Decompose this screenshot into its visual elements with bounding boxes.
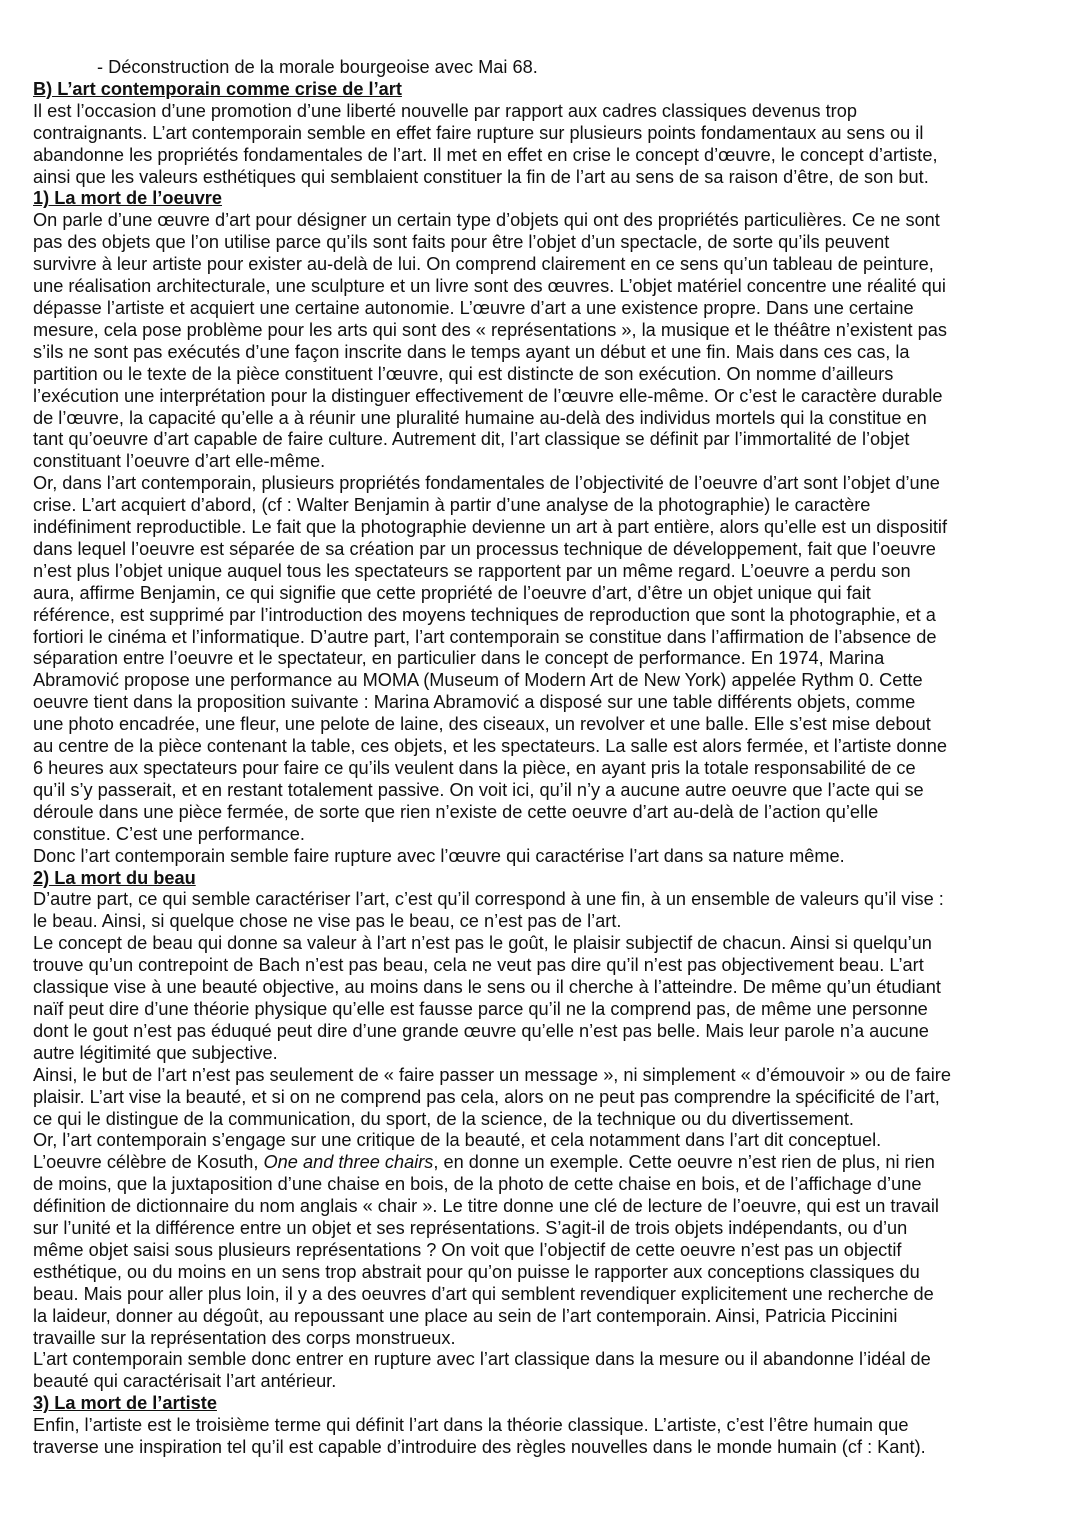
text-line: indéfiniment reproductible. Le fait que la photographie devienne un art à part entière, alors qu’elle est un dispositif (33, 517, 948, 538)
text-line: crise. L’art acquiert d’abord, (cf : Walter Benjamin à partir d’une analyse de la photographie) le caractère (33, 495, 871, 516)
paragraph (33, 889, 1063, 1393)
text-line: l’exécution une interprétation pour la distinguer effectivement de l’œuvre elle-même. Or c’est le caractère durable (33, 385, 943, 406)
text-line: n’est plus l’objet unique auquel tous les spectateurs se rapportent par un même regard. L’oeuvre a perdu son (33, 560, 911, 581)
text-line: beauté qui caractérisait l’art antérieur. (33, 1371, 337, 1392)
text-line: le beau. Ainsi, si quelque chose ne vise pas le beau, ce n’est pas de l’art. (33, 911, 622, 932)
text-line: 1) La mort de l’oeuvre (33, 188, 222, 209)
text-line: abandonne les propriétés fondamentales de l’art. Il met en effet en crise le concept d’œuvre, le concept d’artiste, (33, 144, 938, 165)
text-line: s’ils ne sont pas exécutés d’une façon inscrite dans le temps ayant un début et une fin. Mais dans ces cas, la (33, 341, 910, 362)
text-line: dépasse l’artiste et acquiert une certaine autonomie. L’œuvre d’art a une existence propre. Dans une certaine (33, 297, 914, 318)
text-line: Or, l’art contemporain s’engage sur une critique de la beauté, et cela notamment dans l’art dit conceptuel. (33, 1130, 882, 1151)
document-page (33, 57, 1063, 1459)
paragraph (33, 101, 1063, 189)
text-line: Il est l’occasion d’une promotion d’une liberté nouvelle par rapport aux cadres classiques devenus trop (33, 100, 857, 121)
text-line: sur l’unité et la différence entre un objet et ses représentations. S’agit-il de trois objets indépendants, ou d’un (33, 1218, 908, 1239)
text-line: 3) La mort de l’artiste (33, 1393, 217, 1414)
text-line: Donc l’art contemporain semble faire rupture avec l’œuvre qui caractérise l’art dans sa nature même. (33, 845, 845, 866)
text-line: une réalisation architecturale, une sculpture et un livre sont des œuvres. L’objet matériel concentre une réalité qui (33, 276, 946, 297)
text-segment: , en donne un exemple. Cette oeuvre n’est rien de plus, ni rien (433, 1152, 935, 1173)
text-line: au centre de la pièce contenant la table, ces objets, et les spectateurs. La salle est alors fermée, et l’artiste donne (33, 736, 947, 757)
text-line: contraignants. L’art contemporain semble en effet faire rupture sur plusieurs points fondamentaux au sens ou il (33, 122, 924, 143)
paragraph (33, 210, 1063, 867)
artwork-title: One and three chairs (263, 1152, 434, 1173)
text-line: qu’il s’y passerait, et en restant totalement passive. On voit ici, qu’il n’y a aucune autre oeuvre que l’acte qui se (33, 779, 924, 800)
text-line: fortiori le cinéma et l’informatique. D’autre part, l’art contemporain se constitue dans l’affirmation de l’absence de (33, 626, 937, 647)
text-line: partition ou le texte de la pièce constituent l’œuvre, qui est distincte de son exécution. On nomme d’ailleurs (33, 363, 894, 384)
text-line: de l’œuvre, la capacité qu’elle a à réunir une pluralité humaine au-delà des individus mortels qui la constitue en (33, 407, 927, 428)
text-line: B) L’art contemporain comme crise de l’art (33, 78, 402, 99)
text-line: déroule dans une pièce fermée, de sorte que rien n’existe de cette oeuvre d’art au-delà de l’action qu’elle (33, 801, 879, 822)
text-line: - Déconstruction de la morale bourgeoise avec Mai 68. (97, 57, 538, 77)
text-line: référence, est supprimé par l’introduction des moyens techniques de reproduction que sont la photographie, et a (33, 604, 936, 625)
text-line (33, 1152, 1063, 1174)
text-line: pas des objets que l’on utilise parce qu’ils sont faits pour être l’objet d’un spectacle, de sorte qu’ils peuvent (33, 232, 890, 253)
text-line: mesure, cela pose problème pour les arts qui sont des « représentations », la musique et le théâtre n’existent pas (33, 319, 947, 340)
text-line: Abramović propose une performance au MOMA (Museum of Modern Art de New York) appelée Rythm 0. Cette (33, 670, 923, 691)
section-heading (33, 79, 1063, 101)
text-line: traverse une inspiration tel qu’il est capable d’introduire des règles nouvelles dans le monde humain (cf : Kant). (33, 1437, 926, 1458)
text-line: ce qui le distingue de la communication, du sport, de la science, de la technique ou du divertissement. (33, 1108, 854, 1129)
text-line: aura, affirme Benjamin, ce qui signifie que cette propriété de l’oeuvre d’art, d’être un objet unique qui fait (33, 582, 871, 603)
text-line: ainsi que les valeurs esthétiques qui semblaient constituer la fin de l’art au sens de sa raison d’être, de son but. (33, 166, 929, 187)
section-heading (33, 1393, 1063, 1415)
bullet-item (33, 57, 1063, 79)
text-line: naïf peut dire d’une théorie physique qu’elle est fausse parce qu’il ne la comprend pas, de même une personne (33, 998, 928, 1019)
text-segment: L’oeuvre célèbre de Kosuth, (33, 1152, 264, 1173)
text-line: oeuvre tient dans la proposition suivante : Marina Abramović a disposé sur une table différents objets, comme (33, 692, 916, 713)
text-line: tant qu’oeuvre d’art capable de faire culture. Autrement dit, l’art classique se définit par l’immortalité de l’objet (33, 429, 910, 450)
paragraph (33, 1415, 1063, 1459)
text-line: dont le gout n’est pas éduqué peut dire d’une grande œuvre qu’elle n’est pas belle. Mais leur parole n’a aucune (33, 1020, 929, 1041)
text-line: travaille sur la représentation des corps monstrueux. (33, 1327, 456, 1348)
text-line: constitue. C’est une performance. (33, 823, 305, 844)
text-line: Le concept de beau qui donne sa valeur à l’art n’est pas le goût, le plaisir subjectif de chacun. Ainsi si quelqu’un (33, 933, 932, 954)
text-line: beau. Mais pour aller plus loin, il y a des oeuvres d’art qui semblent revendiquer explicitement une recherche de (33, 1283, 934, 1304)
text-line: Enfin, l’artiste est le troisième terme qui définit l’art dans la théorie classique. L’artiste, c’est l’être humain que (33, 1415, 909, 1436)
text-line: 6 heures aux spectateurs pour faire ce qu’ils veulent dans la pièce, en ayant pris la totale responsabilité de ce (33, 758, 916, 778)
text-line: survivre à leur artiste pour exister au-delà de lui. On comprend clairement en ce sens qu’un tableau de peinture, (33, 254, 934, 275)
text-line: de moins, que la juxtaposition d’une chaise en bois, de la photo de cette chaise en bois, et de l’affichage d’une (33, 1174, 922, 1195)
text-line: Or, dans l’art contemporain, plusieurs propriétés fondamentales de l’objectivité de l’oeuvre d’art sont l’objet d’une (33, 473, 940, 494)
text-line: la laideur, donner au dégoût, au repoussant une place au sein de l’art contemporain. Ainsi, Patricia Piccinini (33, 1305, 898, 1326)
text-line: classique vise à une beauté objective, au moins dans le sens ou il cherche à l’atteindre. De même qu’un étudiant (33, 977, 941, 998)
section-heading (33, 868, 1063, 890)
text-line: autre légitimité que subjective. (33, 1042, 278, 1063)
text-line: trouve qu’un contrepoint de Bach n’est pas beau, cela ne veut pas dire qu’il n’est pas objectivement beau. L’art (33, 955, 924, 976)
text-line: dans lequel l’oeuvre est séparée de sa création par un processus technique de développement, fait que l’oeuvre (33, 538, 936, 559)
text-line: même objet saisi sous plusieurs représentations ? On voit que l’objectif de cette oeuvre n’est pas un objectif (33, 1239, 902, 1260)
text-line: Ainsi, le but de l’art n’est pas seulement de « faire passer un message », ni simplement « d’émouvoir » ou de faire (33, 1064, 951, 1085)
text-line: définition de dictionnaire du nom anglais « chair ». Le titre donne une clé de lecture de l’oeuvre, qui est un travail (33, 1196, 939, 1217)
text-line: On parle d’une œuvre d’art pour désigner un certain type d’objets qui ont des propriétés particulières. Ce ne sont (33, 210, 940, 231)
text-line: D’autre part, ce qui semble caractériser l’art, c’est qu’il correspond à une fin, à un ensemble de valeurs qu’il vise : (33, 889, 944, 910)
text-line: séparation entre l’oeuvre et le spectateur, en particulier dans le concept de performance. En 1974, Marina (33, 648, 885, 669)
section-heading (33, 188, 1063, 210)
text-line: constituant l’oeuvre d’art elle-même. (33, 451, 326, 472)
text-line: 2) La mort du beau (33, 867, 196, 888)
text-line: une photo encadrée, une fleur, une pelote de laine, des ciseaux, un revolver et une balle. Elle s’est mise debout (33, 714, 931, 735)
text-line: plaisir. L’art vise la beauté, et si on ne comprend pas cela, alors on ne peut pas comprendre la spécificité de l’art, (33, 1086, 940, 1107)
text-line: L’art contemporain semble donc entrer en rupture avec l’art classique dans la mesure ou il abandonne l’idéal de (33, 1349, 931, 1370)
text-line: esthétique, ou du moins en un sens trop abstrait pour qu’on puisse le rapporter aux conceptions classiques du (33, 1261, 920, 1282)
